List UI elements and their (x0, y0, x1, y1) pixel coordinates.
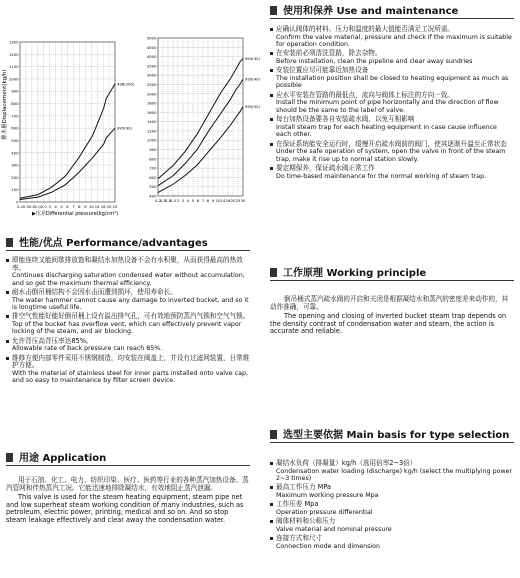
basis-item-en: Operation pressure differential (276, 509, 373, 516)
x-tick-label: 2 (176, 198, 180, 203)
y-tick-label: 3000 (146, 72, 157, 78)
header-square-icon (6, 453, 13, 462)
y-tick-label: 400 (11, 150, 19, 156)
maint-item-en: Before installation, clean the pipeline and clear away sundries (276, 58, 473, 65)
y-tick-label: 600 (11, 125, 19, 131)
y-tick-label: 700 (11, 113, 19, 119)
maint-item (270, 141, 514, 163)
chart-1 (0, 30, 140, 220)
x-tick-label: 5 (60, 204, 63, 209)
x-tick-label: 20 (230, 198, 236, 203)
basis-item-en: Connection mode and dimension (276, 543, 380, 550)
maint-item (270, 165, 514, 180)
x-tick-label: 0.8 (28, 204, 35, 209)
y-tick-label: 1000 (146, 137, 157, 143)
maint-item (270, 92, 514, 114)
y-tick-label: 2500 (146, 81, 157, 87)
y-tick-label: 300 (11, 162, 19, 168)
perf-item-cn: 允许背压高背压率达85%。 (12, 336, 93, 345)
x-tick-label: 9 (84, 204, 87, 209)
perf-item (6, 257, 250, 287)
y-tick-label: 0 (16, 199, 19, 205)
y-tick-label: 700 (149, 165, 157, 171)
maint-item-en: Install steam trap for each heating equipment in case cause influence each other. (276, 123, 497, 139)
x-tick-label: 14 (94, 204, 100, 209)
x-tick-label: 2.0 (40, 204, 47, 209)
y-tick-label: 100 (11, 187, 19, 193)
x-tick-label: 3 (181, 198, 185, 203)
x-tick-label: 4 (54, 204, 57, 209)
y-tick-label: 4500 (146, 44, 157, 50)
header-square-icon (270, 268, 277, 277)
series-line (158, 79, 243, 186)
series-label: 996(100) (117, 81, 135, 87)
y-tick-label: 1000 (8, 76, 19, 82)
perf-body (6, 257, 250, 387)
y-tick-label: 4000 (146, 54, 157, 60)
y-tick-label: 5000 (146, 35, 157, 41)
perf-item-cn: 耐水击倒吊桶结构不会因水击而遭到损坏，使用寿命长。 (12, 288, 177, 296)
header-square-icon (270, 430, 277, 439)
chart-1-y-title: 排水量Displacement(kg/h) (2, 69, 8, 140)
y-tick-label: 500 (149, 184, 157, 190)
x-tick-label: 7 (201, 198, 205, 203)
perf-item-en: The water hammer cannot cause any damage to inverted bucket, and so it is longtime useful life. (12, 296, 249, 311)
header-square-icon (270, 6, 277, 15)
maint-header: 使用和保养 Use and maintenance (270, 6, 514, 19)
chart-1-x-title: ▶压差Differential pressure(kg/cm²) (32, 211, 119, 217)
header-square-icon (6, 238, 13, 247)
series-label: 995(90) (117, 125, 133, 131)
maint-item (270, 116, 514, 138)
app-header: 用途 Application (6, 453, 250, 466)
perf-item-cn: 排空气性能好能好倒吊桶上设有溢出排气孔，可有效地预防蒸汽气锁和空气气锁。 (12, 312, 250, 321)
maint-item-cn: 应水平安装在管路的最低点，流向与阀体上标注的方向一致。 (276, 90, 455, 99)
perf-item-cn: 即能连续又能间歇排放饱和凝结水加热设备不会有水积聚，从而获得最高的热效率。 (12, 256, 243, 272)
perf-item-en: With the material of stainless steel for inner parts installed onto valve cap, and so easy to maintenance by filter screen device. (12, 370, 248, 385)
y-tick-label: 1200 (146, 128, 157, 134)
series-label: 995(50) (245, 104, 261, 110)
x-tick-label: 0.2 (154, 198, 162, 203)
maint-item-cn: 每台加热设备要各自安装疏水阀，以免互相影响 (276, 115, 415, 124)
maint-item-en: Under the safe operation of system, open the valve in front of the steam trap, make it rise up to normal station slowly. (276, 148, 506, 163)
x-tick-label: 14 (220, 198, 226, 203)
y-tick-label: 800 (11, 101, 19, 107)
perf-item-cn: 维修方便内部零件采用不锈钢制造，均安装在阀盖上，并设有过滤网装置，日常维护方便。 (12, 353, 250, 370)
principle-en: The opening and closing of inverted bucket steam trap depends on the density contrast of condensation water and steam, the action is accurate and reliable. (270, 312, 507, 336)
y-tick-label: 1600 (146, 109, 157, 115)
x-tick-label: 3 (48, 204, 51, 209)
y-tick-label: 900 (11, 88, 19, 94)
principle-cn: 倒吊桶式蒸汽疏水阀的开启和关闭是根据凝结水和蒸汽的密度差来动作的，其动作准确，可靠。 (270, 295, 509, 311)
x-tick-label: 9 (211, 198, 215, 203)
x-tick-label: 25 (235, 198, 241, 203)
x-tick-label: 25 (112, 204, 118, 209)
perf-item-en: Top of the bucket has overflow vent, which can effectively prevent vapor locking of the steam, and air blocking. (12, 321, 242, 336)
x-tick-label: 8 (78, 204, 81, 209)
x-tick-label: 16 (100, 204, 106, 209)
maint-item-cn: 在安装前必须清洗管路，除去杂物。 (276, 49, 382, 58)
app-en: This valve is used for the steam heating equipment, steam pipe net and low superheat steam working condition of many industries, such as petroleum, electric power, printing, medical and so on. And so stop steam leakage effectively and clear away the condensation water. (6, 493, 244, 524)
y-tick-label: 200 (11, 174, 19, 180)
x-tick-label: 1.0 (169, 198, 177, 203)
y-tick-label: 1400 (146, 119, 157, 125)
x-tick-label: 0.5 (159, 198, 167, 203)
maint-item (270, 26, 514, 48)
maint-item (270, 67, 514, 89)
x-tick-label: 0.5 (22, 204, 29, 209)
basis-header: 选型主要依据 Main basis for type selection (270, 430, 514, 443)
y-tick-label: 3500 (146, 63, 157, 69)
maint-item-cn: 应确认阀体的材料、压力和温度的最大值能否满足工况所需。 (276, 25, 455, 33)
basis-item (270, 460, 514, 482)
y-tick-label: 1100 (8, 64, 19, 70)
maint-item-en: Install the minimum point of pipe horizontally and the direction of flow should be the same to the label of valve. (276, 99, 499, 114)
maint-item-cn: 安装位置应尽可能靠近加热设备 (276, 66, 369, 75)
x-tick-label: 0.8 (164, 198, 172, 203)
plot-frame (158, 38, 243, 196)
basis-item-cn: 凝结水负荷（排凝量）kg/h（选用倍率2~3倍） (276, 459, 417, 467)
y-tick-label: 800 (149, 156, 157, 162)
perf-item (6, 338, 250, 353)
app-body (6, 477, 250, 525)
x-tick-label: 8 (206, 198, 210, 203)
basis-item (270, 518, 514, 533)
y-tick-label: 1800 (146, 100, 157, 106)
x-tick-label: 10 (88, 204, 94, 209)
maint-item-en: Confirm the valve material, pressure and check if the maximum is suitable for operation condition. (276, 33, 512, 48)
y-tick-label: 500 (11, 137, 19, 143)
y-tick-label: 2000 (146, 91, 157, 97)
basis-item (270, 535, 514, 550)
x-tick-label: 0.2 (16, 204, 24, 209)
maint-item-en: The installation position shall be closed to heating equipment as much as possible (276, 75, 509, 90)
maint-item-cn: 在保证系统能安全运行时，缓慢开启疏水阀前的阀门，使其逐渐升温至正常状态 (276, 139, 507, 148)
basis-item-en: Maximum working pressure Mpa (276, 492, 379, 499)
perf-item (6, 313, 250, 335)
x-tick-label: 5 (191, 198, 195, 203)
y-tick-label: 400 (149, 193, 157, 199)
series-label: 994(40) (245, 56, 261, 62)
x-tick-label: 16 (225, 198, 231, 203)
y-tick-label: 1300 (8, 39, 19, 45)
basis-item-cn: 连接方式和尺寸 (276, 534, 323, 543)
perf-item-en: Allowable rate of back pressure can reach 85%. (12, 345, 163, 353)
app-cn: 用于石油、化工、电力、纺织印染、医疗、医药等行业的各种蒸汽加热设备、蒸汽管网和伴热蒸汽工况。它能迅速地排除凝结水，有效地阻止蒸汽泄漏。 (6, 476, 249, 492)
maint-item (270, 50, 514, 65)
principle-header: 工作原理 Working principle (270, 268, 514, 281)
maint-item-en: Do time-based maintenance for the normal working of steam trap. (276, 172, 487, 180)
y-tick-label: 900 (149, 147, 157, 153)
x-tick-label: 6 (196, 198, 200, 203)
x-tick-label: 30 (240, 198, 246, 203)
x-tick-label: 20 (106, 204, 112, 209)
basis-body (270, 460, 514, 552)
series-label: 995(40) (245, 76, 261, 82)
basis-item-en: Condensation water loading (discharge) kg/h (select the multiplying power 2~3 times) (276, 467, 513, 482)
basis-item-cn: 最高工作压力 MPa (276, 483, 332, 492)
perf-item-en: Continues discharging saturation condensed water without accumulation, and so get the maximum thermal efficiency. (12, 272, 245, 287)
y-tick-label: 600 (149, 174, 157, 180)
basis-item-cn: 工作压差 Mpa (276, 500, 319, 509)
maint-body (270, 26, 514, 182)
basis-item (270, 501, 514, 516)
principle-body (270, 296, 514, 336)
x-tick-label: 4 (186, 198, 190, 203)
basis-item-en: Valve material and nominal pressure (276, 526, 392, 533)
maint-item-cn: 要定期保养，保证疏水阀正常工作 (276, 164, 375, 173)
x-tick-label: 6 (66, 204, 69, 209)
x-tick-label: 10 (215, 198, 221, 203)
perf-item (6, 355, 250, 385)
y-tick-label: 1200 (8, 51, 19, 57)
chart-2 (140, 30, 270, 205)
x-tick-label: 1.0 (34, 204, 41, 209)
x-tick-label: 7 (72, 204, 75, 209)
perf-item (6, 289, 250, 311)
basis-item (270, 484, 514, 499)
basis-item-cn: 阀体材料和公称压力 (276, 517, 336, 526)
perf-header: 性能/优点 Performance/advantages (6, 238, 250, 251)
